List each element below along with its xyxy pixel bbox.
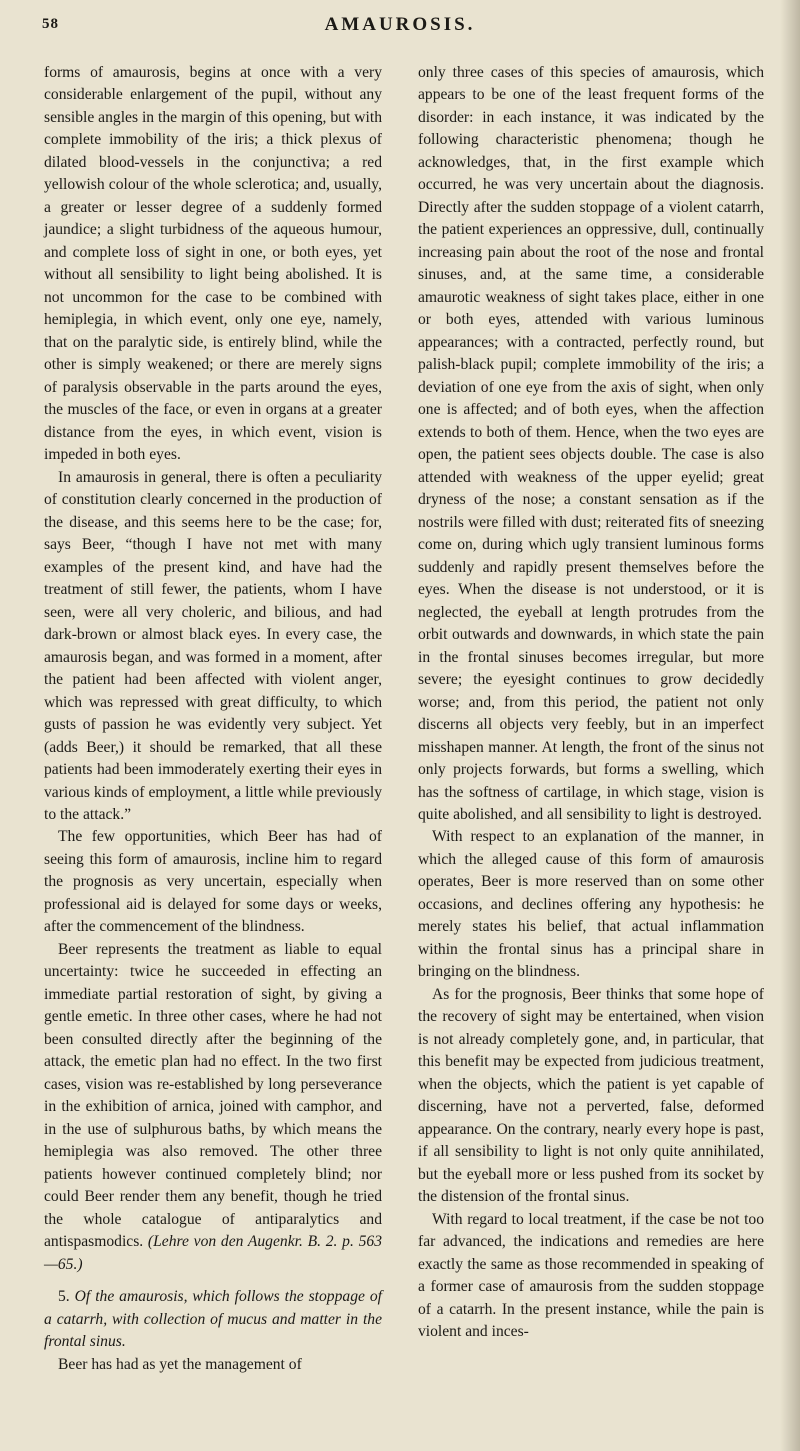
running-head: AMAUROSIS. <box>324 14 476 35</box>
paragraph: only three cases of this species of amaurosis, which appears to be one of the least frequent forms of the disorder: in each instance, it was indicated by the following characteristic phenomena; though he acknowledges, that, in the first example which occurred, he was very uncertain about the diagnosis. Directly after the sudden stoppage of a violent catarrh, the patient experiences an oppressive, dull, continually increasing pain about the root of the nose and frontal sinuses, and, at the same time, a considerable amaurotic weakness of sight takes place, either in one or both eyes, attended with various luminous appearances; with a contracted, perfectly round, but palish-black pupil; complete immobility of the iris; a deviation of one eye from the axis of sight, when only one is affected; and of both eyes, when the affection extends to both of them. Hence, when the two eyes are open, the patient sees objects double. The case is also attended with weakness of the upper eyelid; great dryness of the nose; a constant sensation as if the nostrils were filled with dust; reiterated fits of sneezing come on, during which ugly transient luminous forms suddenly and rapidly present themselves before the eyes. When the disease is not understood, or it is neglected, the eyeball at length protrudes from the orbit outwards and downwards, in which state the pain in the frontal sinuses becomes irregular, but more severe; the eyesight continues to grow decidedly worse; and, from this period, the patient not only discerns all objects very feebly, but in an imperfect misshapen manner. At length, the front of the sinus not only projects forwards, but forms a swelling, which has the softness of cartilage, in which stage, vision is quite abolished, and all sensibility to light is destroyed. <box>418 64 764 823</box>
paragraph: With regard to local treatment, if the case be not too far advanced, the indications and remedies are here exactly the same as those recommended in speaking of a former case of amaurosis from the sudden stoppage of a catarrh. In the present instance, while the pain is violent and inces- <box>418 1210 764 1341</box>
paragraph <box>44 939 382 1276</box>
right-column <box>418 62 764 1344</box>
left-column <box>44 62 382 1376</box>
paragraph: The few opportunities, which Beer has had of seeing this form of amaurosis, incline him to regard the prognosis as very uncertain, especially when professional aid is delayed for some days or weeks, after the commencement of the blindness. <box>44 828 382 936</box>
paragraph: In amaurosis in general, there is often a peculiarity of constitution clearly concerned in the production of the disease, and this seems here to be the case; for, says Beer, “though I have not met with many examples of the present kind, and have had the treatment of still fewer, the patients, whom I have seen, were all very choleric, and bilious, and had dark-brown or almost black eyes. In every case, the amaurosis began, and was formed in a moment, after the patient had been affected with violent anger, which was repressed with great difficulty, to which gusts of passion he was evidently very subject. Yet (adds Beer,) it should be remarked, that all these patients had been immoderately exerting their eyes in various kinds of employment, a little while previously to the attack.” <box>44 468 382 823</box>
section-heading <box>44 1286 382 1353</box>
section-title: Of the amaurosis, which follows the stoppage of a catarrh, with collection of mucus and matter in the frontal sinus. <box>44 1288 382 1351</box>
paragraph: With respect to an explanation of the manner, in which the alleged cause of this form of amaurosis operates, Beer is more reserved than on some other occasions, and declines offering any hypothesis: he merely states his belief, that actual inflammation within the frontal sinus has a principal share in bringing on the blindness. <box>418 828 764 981</box>
paragraph: As for the prognosis, Beer thinks that some hope of the recovery of sight may be entertained, when vision is not already completely gone, and, in particular, that this benefit may be expected from judicious treatment, when the objects, which the patient is yet capable of discerning, have not a perverted, false, deformed appearance. On the contrary, nearly every hope is past, if all sensibility to light is not only quite annihilated, but the eyeball more or less pushed from its socket by the distension of the frontal sinus. <box>418 985 764 1206</box>
paragraph: forms of amaurosis, begins at once with a very considerable enlargement of the pupil, without any sensible angles in the margin of this opening, but with complete immobility of the iris; a thick plexus of dilated blood-vessels in the conjunctiva; a red yellowish colour of the whole sclerotica; and, usually, a greater or lesser degree of a suddenly formed jaundice; a slight turbidness of the aqueous humour, and complete loss of sight in one, or both eyes, yet without all sensibility to light being abolished. It is not uncommon for the case to be combined with hemiplegia, in which event, only one eye, namely, that on the paralytic side, is entirely blind, while the other is simply weakened; or there are merely signs of paralysis observable in the parts around the eyes, the muscles of the face, or even in organs at a greater distance from the eyes, in which event, vision is impeded in both eyes. <box>44 64 382 464</box>
page-edge-shadow <box>780 0 800 1451</box>
section-number: 5. <box>58 1288 70 1306</box>
paragraph-text: Beer represents the treatment as liable to equal uncertainty: twice he succeeded in effecting an immediate partial restoration of sight, by giving a gentle emetic. In three other cases, where he had not been consulted directly after the beginning of the attack, the emetic plan had no effect. In the two first cases, vision was re-established by long perseverance in the exhibition of arnica, joined with camphor, and in the use of sulphurous baths, by which means the hemiplegia was also removed. The other three patients however continued completely blind; nor could Beer render them any benefit, though he tried the whole catalogue of antiparalytics and antispasmodics. <box>44 940 382 1251</box>
reference-citation: (Lehre von den Augenkr. B. 2. p. 563—65.) <box>44 1233 382 1273</box>
paragraph: Beer has had as yet the management of <box>58 1355 302 1373</box>
page-number: 58 <box>42 16 59 32</box>
page-header <box>0 6 800 46</box>
